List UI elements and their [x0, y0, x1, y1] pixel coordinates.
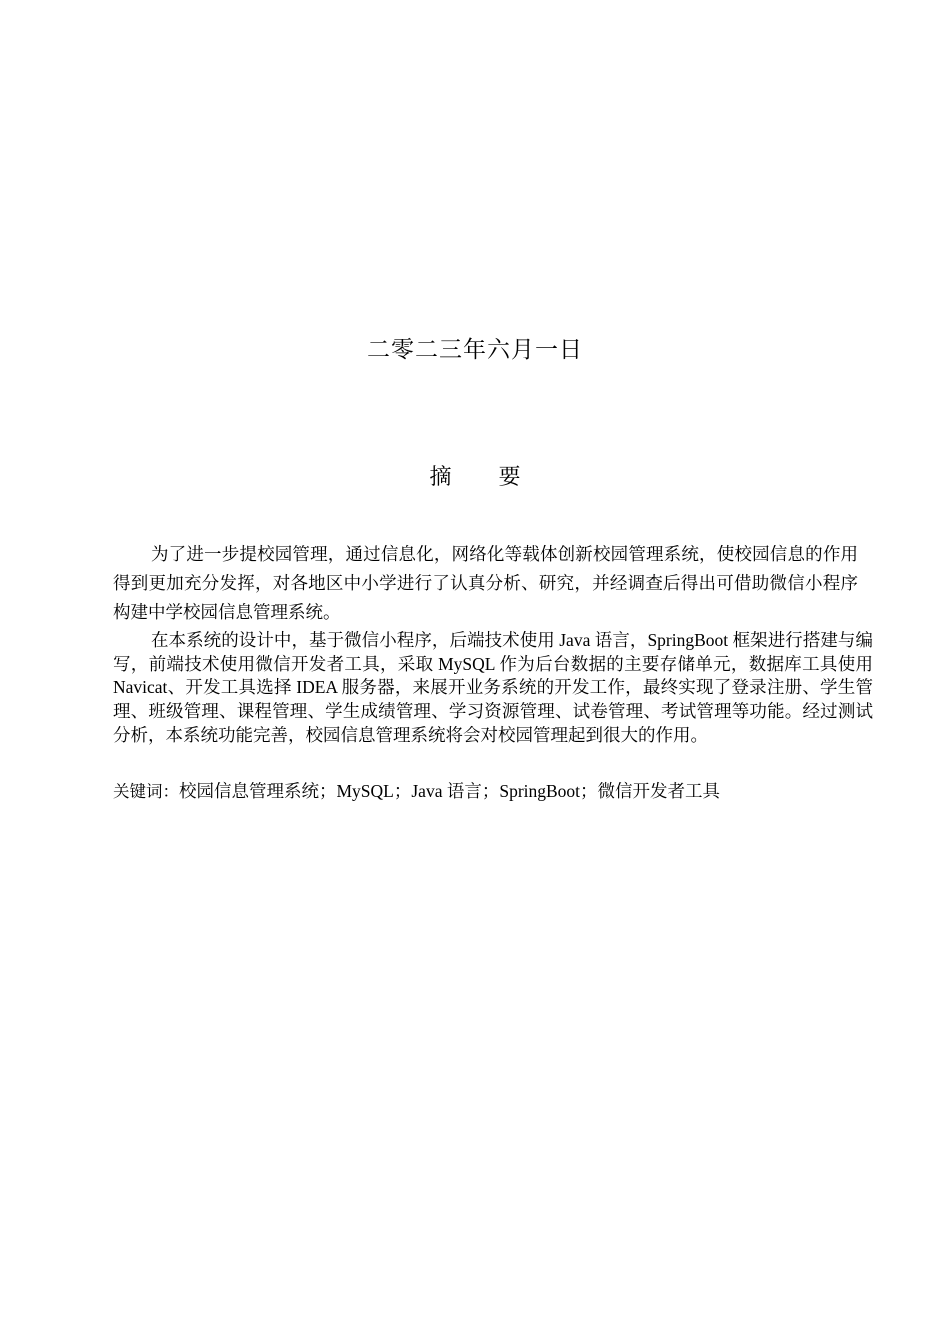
date-line: 二零二三年六月一日: [367, 337, 583, 362]
keywords-label: 关键词：: [113, 782, 179, 801]
abstract-heading: 摘 要: [429, 465, 541, 490]
keywords-line: [113, 779, 873, 804]
keywords-text: 校园信息管理系统；MySQL；Java 语言；SpringBoot；微信开发者工具: [179, 781, 721, 801]
abstract-paragraph-1: 为了进一步提校园管理，通过信息化，网络化等载体创新校园管理系统，使校园信息的作用得到更加充分发挥，对各地区中小学进行了认真分析、研究，并经调查后得出可借助微信小程序构建中学校园信息管理系统。: [113, 544, 858, 622]
abstract-paragraph-2: 在本系统的设计中，基于微信小程序，后端技术使用 Java 语言，SpringBoot 框架进行搭建与编写，前端技术使用微信开发者工具，采取 MySQL 作为后台数据的主要存储单元，数据库工具使用 Navicat、开发工具选择 IDEA 服务器，来展开业务系统的开发工作，最终实现了登录注册、学生管理、班级管理、课程管理、学生成绩管理、学习资源管理、试卷管理、考试管理等功能。经过测试分析，本系统功能完善，校园信息管理系统将会对校园管理起到很大的作用。: [113, 630, 873, 745]
